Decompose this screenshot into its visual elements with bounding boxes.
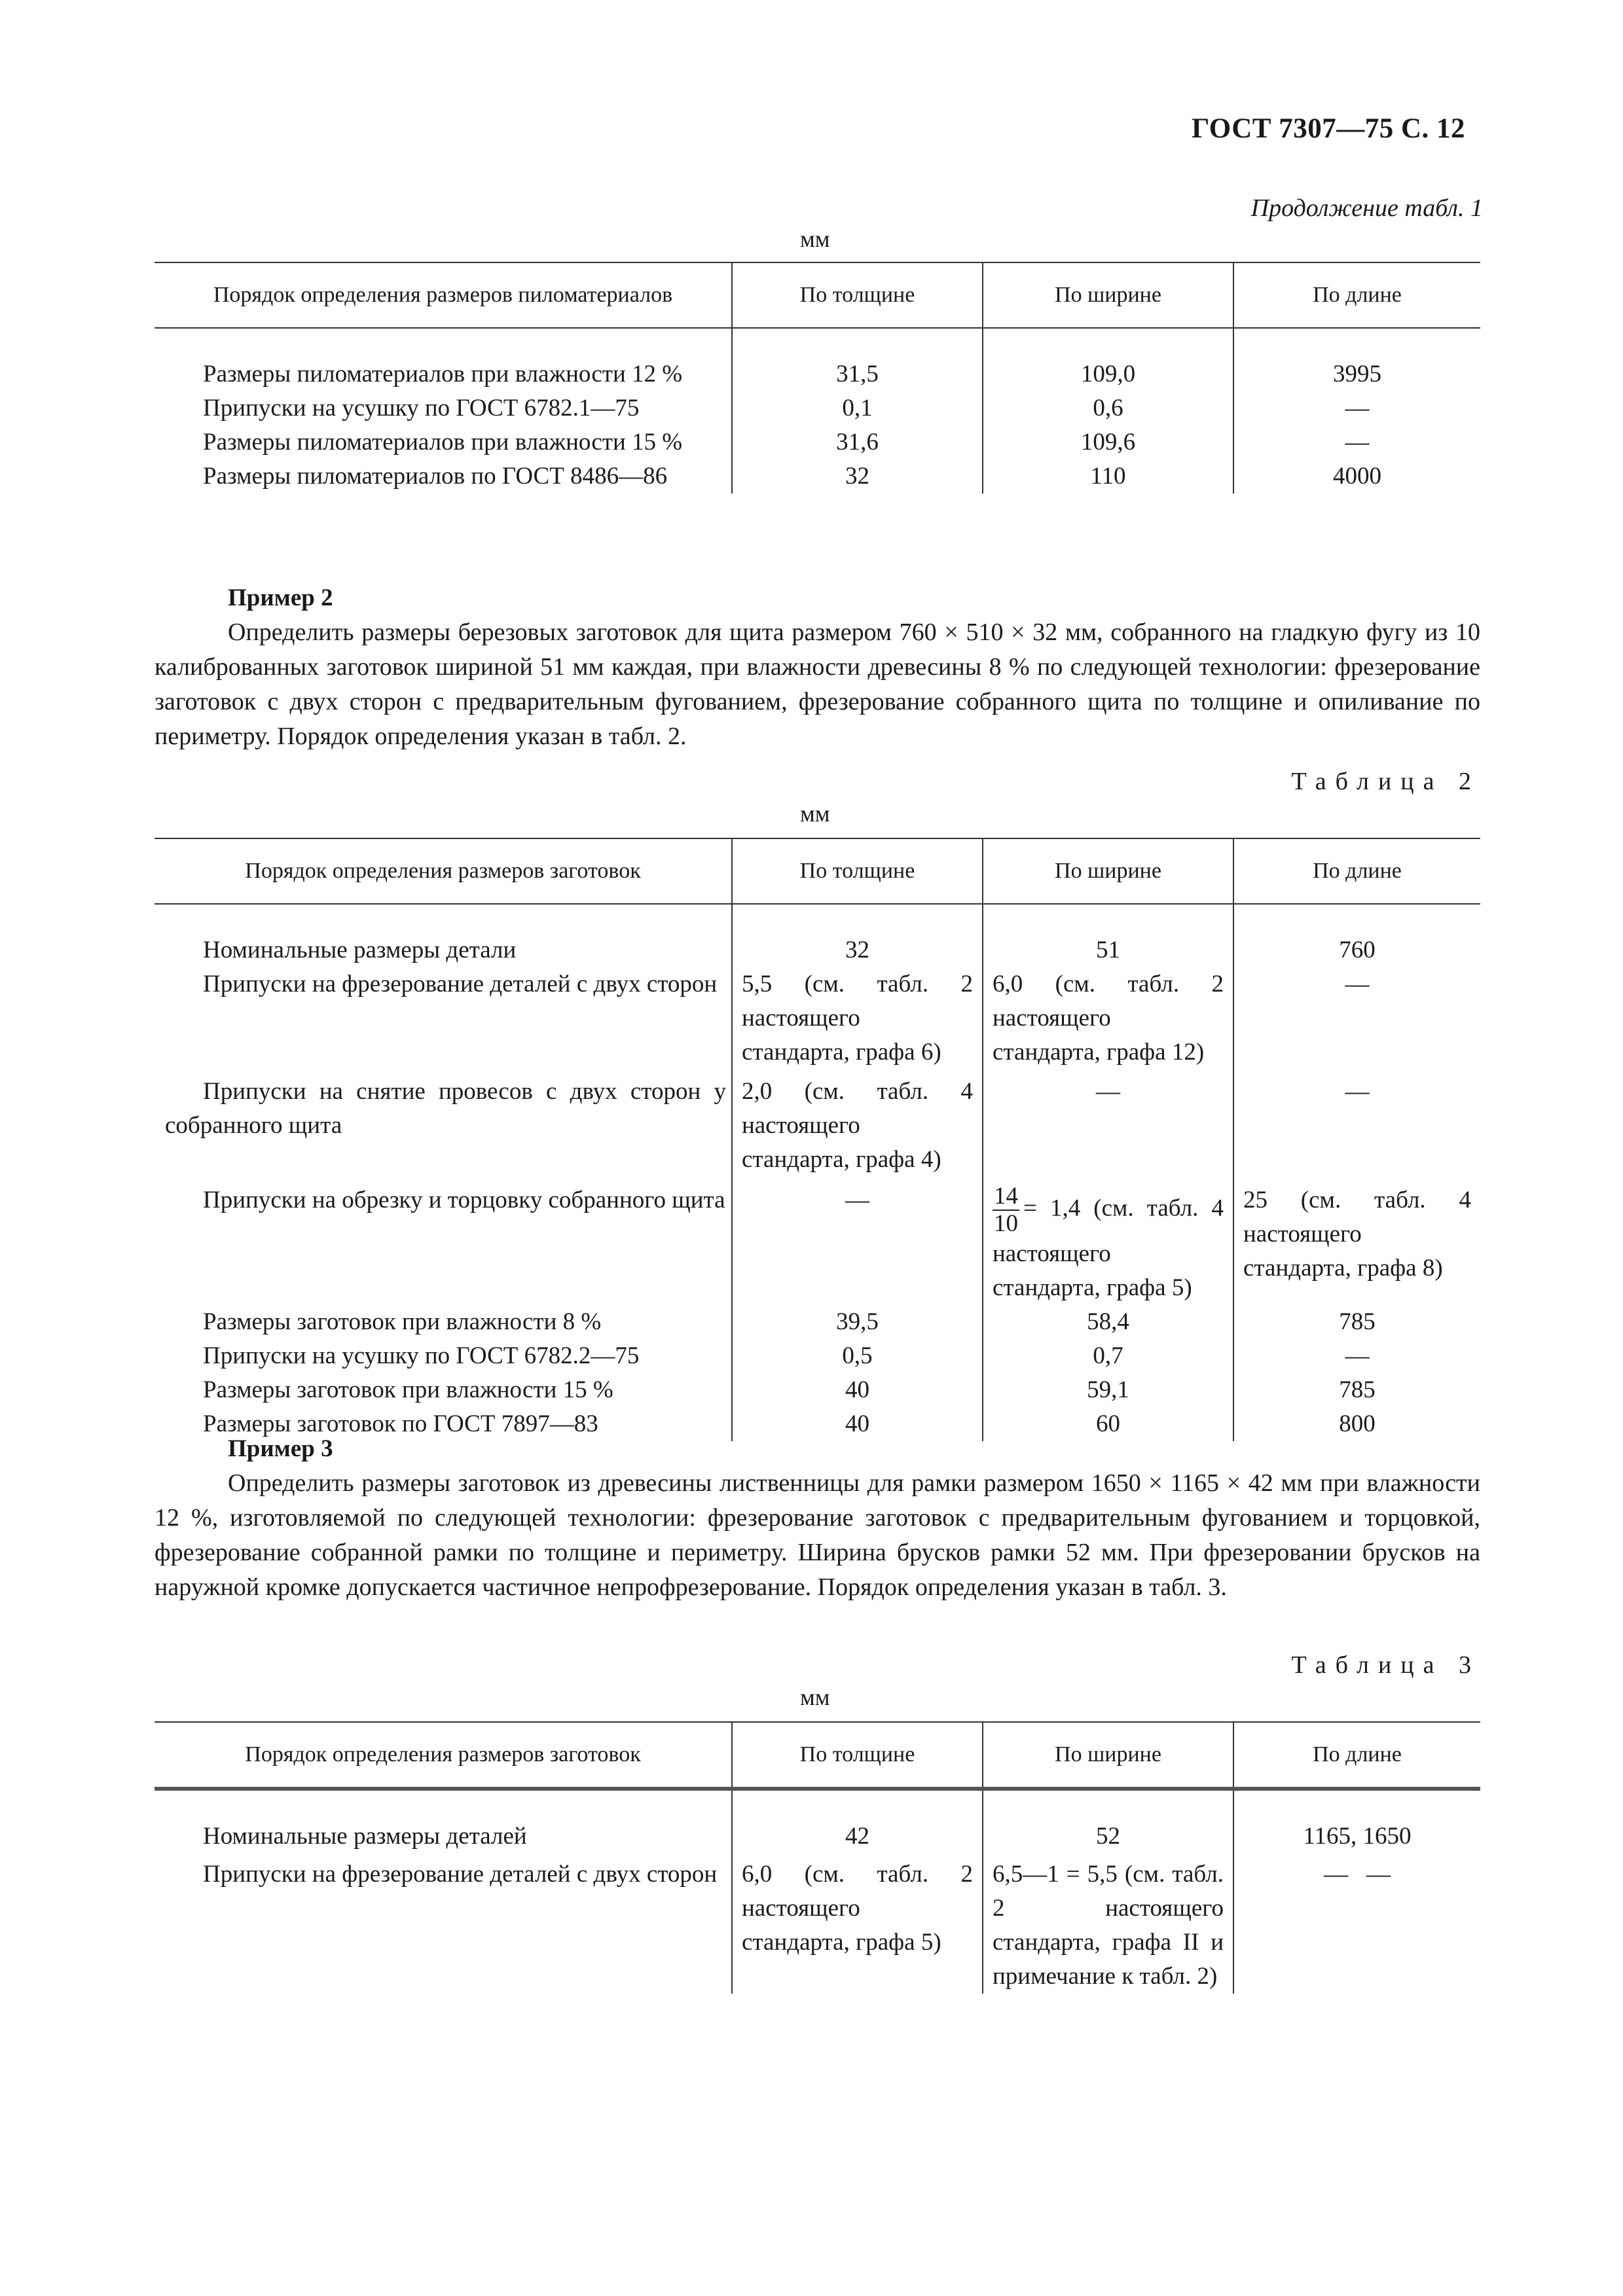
table3-col-thickness: По толщине: [732, 1722, 983, 1789]
example2-text: Определить размеры березовых заготовок для щита размером 760 × 510 × 32 мм, собранного на гладкую фугу из 10 калиброванных заготовок шириной 51 мм каждая, при влажности древесины 8 % по следующей технологии: фрезерование заготовок с двух сторон с предварительным фугованием, фрезерование собранного щита по толщине и опиливание по периметру. Порядок определения указан в табл. 2.: [155, 619, 1480, 750]
table1: [155, 262, 1480, 493]
table-row: [155, 391, 1480, 425]
table2-col-thickness: По толщине: [732, 838, 983, 904]
example3-text: Определить размеры заготовок из древесины лиственницы для рамки размером 1650 × 1165 × 42 мм при влажности 12 %, изготовляемой по следующей технологии: фрезерование заготовок с предварительным фугованием и торцовкой, фрезерование собранной рамки по толщине и периметру. Ширина брусков рамки 52 мм. При фрезеровании брусков на наружной кромке допускается частичное непрофрезерование. Порядок определения указан в табл. 3.: [155, 1469, 1480, 1601]
cell-thickness: 0,1: [732, 391, 983, 425]
cell-thickness: 32: [732, 459, 983, 493]
row-label: Припуски на снятие провесов с двух сторон у собранного щита: [165, 1078, 726, 1139]
table-row: [155, 1854, 1480, 1994]
row-label: Размеры пиломатериалов по ГОСТ 8486—86: [203, 463, 668, 490]
table-row: [155, 1407, 1480, 1441]
cell-width: 59,1: [983, 1373, 1233, 1407]
table-row: [155, 1820, 1480, 1854]
table-row: [155, 933, 1480, 967]
cell-width: 109,6: [983, 425, 1233, 459]
fraction-denominator: 10: [994, 1210, 1018, 1237]
cell-length: 1165, 1650: [1233, 1820, 1480, 1854]
table2-unit: мм: [800, 800, 830, 827]
cell-thickness: 31,5: [732, 357, 983, 391]
cell-length: —: [1233, 425, 1480, 459]
cell-length: 25 (см. табл. 4 настоящего стандарта, графа 8): [1233, 1177, 1480, 1305]
cell-length: —: [1233, 1339, 1480, 1373]
table3-col-length: По длине: [1233, 1722, 1480, 1789]
cell-length: —: [1233, 967, 1480, 1069]
table2-label: Таблица 2: [1291, 768, 1480, 795]
cell-width-text: = 1,4 (см. табл. 4 настоящего стандарта, графа 5): [993, 1194, 1224, 1301]
cell-width: —: [983, 1069, 1233, 1177]
row-label: Размеры заготовок при влажности 8 %: [203, 1308, 602, 1335]
row-label: Размеры заготовок по ГОСТ 7897—83: [203, 1410, 598, 1437]
cell-thickness: —: [732, 1177, 983, 1305]
table-row: [155, 1069, 1480, 1177]
cell-length: 3995: [1233, 357, 1480, 391]
row-label: Припуски на фрезерование деталей с двух сторон: [203, 971, 718, 997]
table-row: [155, 425, 1480, 459]
table3-label: Таблица 3: [1291, 1651, 1480, 1679]
cell-width: 51: [983, 933, 1233, 967]
table3-col-order: Порядок определения размеров заготовок: [155, 1722, 732, 1789]
row-label: Размеры пиломатериалов при влажности 15 %: [203, 429, 683, 456]
table3-col-width: По ширине: [983, 1722, 1233, 1789]
table1-col-width: По ширине: [983, 262, 1233, 328]
table3-unit: мм: [800, 1684, 830, 1710]
row-label: Размеры пиломатериалов при влажности 12 %: [203, 361, 683, 387]
fraction: [993, 1183, 1019, 1237]
table1-col-thickness: По толщине: [732, 262, 983, 328]
cell-width: 0,6: [983, 391, 1233, 425]
cell-length: 760: [1233, 933, 1480, 967]
cell-thickness: 40: [732, 1373, 983, 1407]
row-label: Припуски на обрезку и торцовку собранного щита: [203, 1187, 725, 1213]
cell-length: — —: [1233, 1854, 1480, 1994]
table-row: [155, 459, 1480, 493]
table2-header-row: [155, 838, 1480, 904]
table1-col-order: Порядок определения размеров пиломатериалов: [155, 262, 732, 328]
cell-width: 52: [983, 1820, 1233, 1854]
table-row: [155, 1305, 1480, 1339]
cell-thickness: 39,5: [732, 1305, 983, 1339]
row-label: Припуски на усушку по ГОСТ 6782.1—75: [203, 395, 640, 422]
cell-thickness: 2,0 (см. табл. 4 настоящего стандарта, графа 4): [732, 1069, 983, 1177]
cell-length: 800: [1233, 1407, 1480, 1441]
page-header: ГОСТ 7307—75 С. 12: [1192, 113, 1466, 144]
row-label: Припуски на усушку по ГОСТ 6782.2—75: [203, 1342, 640, 1369]
table2-col-width: По ширине: [983, 838, 1233, 904]
table2: [155, 838, 1480, 1441]
cell-thickness: 31,6: [732, 425, 983, 459]
table-row: [155, 357, 1480, 391]
cell-width: 58,4: [983, 1305, 1233, 1339]
table1-continued-label: Продолжение табл. 1: [1250, 194, 1483, 222]
table2-col-order: Порядок определения размеров заготовок: [155, 838, 732, 904]
row-label: Номинальные размеры деталей: [203, 1823, 527, 1850]
cell-width: 6,0 (см. табл. 2 настоящего стандарта, графа 12): [983, 967, 1233, 1069]
table-row: [155, 1373, 1480, 1407]
table2-col-length: По длине: [1233, 838, 1480, 904]
cell-width: 0,7: [983, 1339, 1233, 1373]
cell-width: 6,5—1 = 5,5 (см. табл. 2 настоящего стандарта, графа II и примечание к табл. 2): [983, 1854, 1233, 1994]
cell-thickness: 42: [732, 1820, 983, 1854]
table1-col-length: По длине: [1233, 262, 1480, 328]
table1-header-row: [155, 262, 1480, 328]
cell-thickness: 32: [732, 933, 983, 967]
cell-thickness: 5,5 (см. табл. 2 настоящего стандарта, графа 6): [732, 967, 983, 1069]
table3: [155, 1721, 1480, 1994]
cell-length: —: [1233, 1069, 1480, 1177]
cell-length: 4000: [1233, 459, 1480, 493]
cell-width: 109,0: [983, 357, 1233, 391]
cell-length: 785: [1233, 1305, 1480, 1339]
cell-length: —: [1233, 391, 1480, 425]
table-row: [155, 967, 1480, 1069]
cell-thickness: 6,0 (см. табл. 2 настоящего стандарта, графа 5): [732, 1854, 983, 1994]
example2-title: Пример 2: [228, 584, 333, 611]
row-label: Припуски на фрезерование деталей с двух сторон: [203, 1861, 718, 1888]
row-label: Размеры заготовок при влажности 15 %: [203, 1376, 613, 1403]
example3-title: Пример 3: [228, 1435, 333, 1462]
fraction-numerator: 14: [994, 1183, 1018, 1210]
cell-thickness: 40: [732, 1407, 983, 1441]
cell-width: 60: [983, 1407, 1233, 1441]
table-row: [155, 1177, 1480, 1305]
cell-width: [983, 1177, 1233, 1305]
cell-length: 785: [1233, 1373, 1480, 1407]
table-row: [155, 1339, 1480, 1373]
cell-width: 110: [983, 459, 1233, 493]
row-label: Номинальные размеры детали: [203, 937, 517, 963]
table1-unit: мм: [800, 226, 830, 252]
cell-thickness: 0,5: [732, 1339, 983, 1373]
table3-header-row: [155, 1722, 1480, 1789]
